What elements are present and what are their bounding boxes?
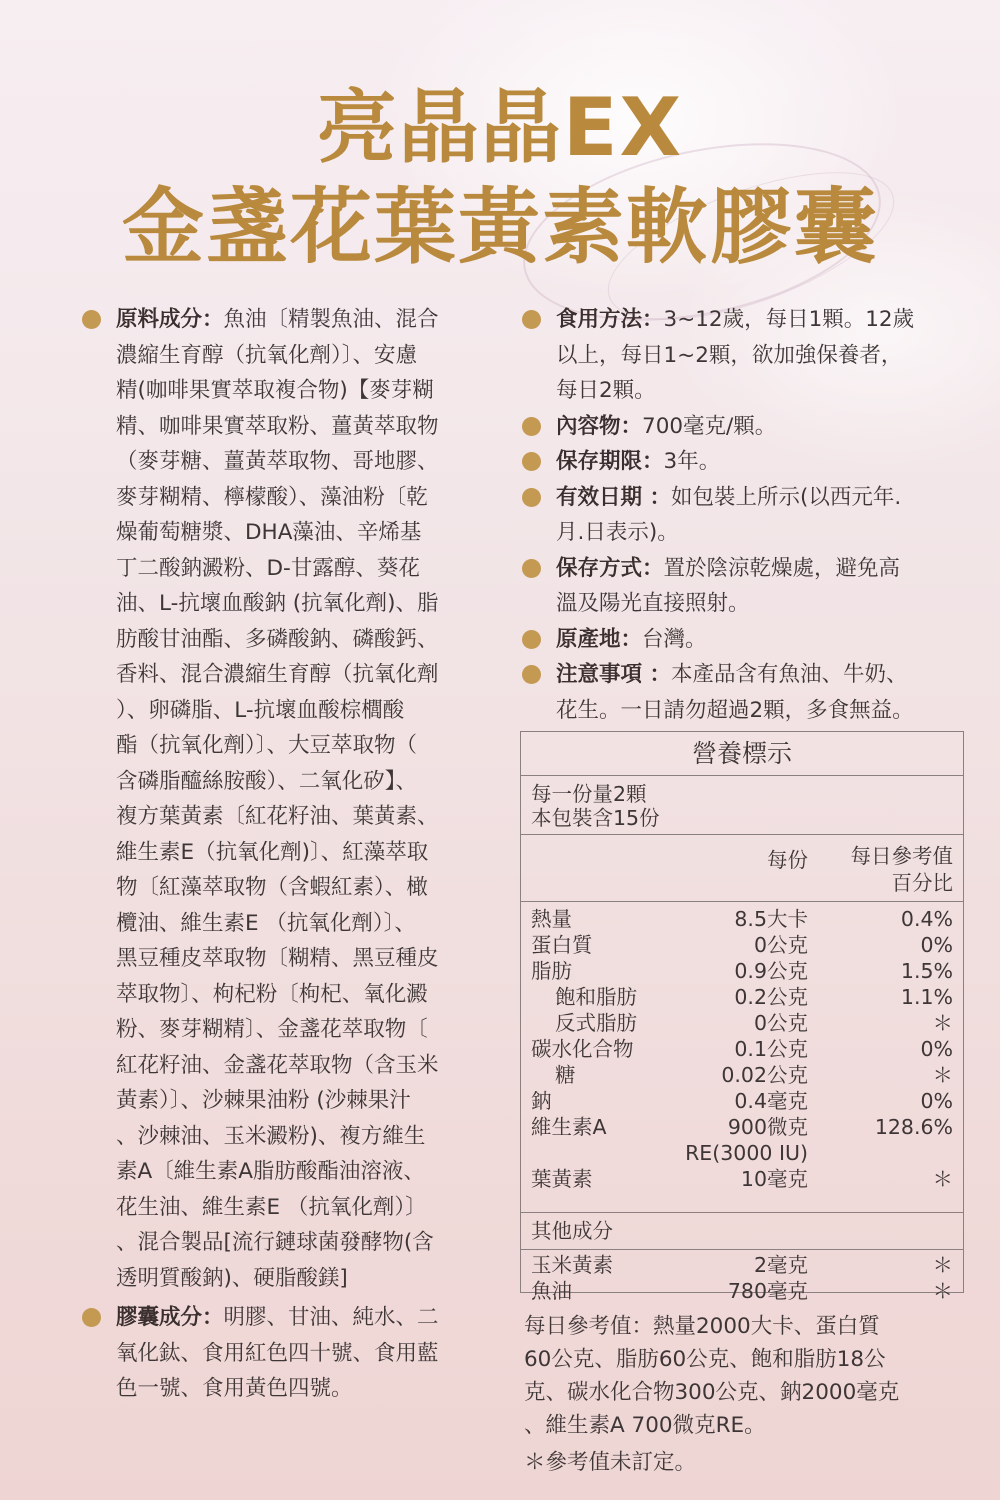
- bullet-icon: [522, 310, 541, 329]
- ingredient-line: [116, 1083, 502, 1119]
- daily-value-footnote: [524, 1310, 974, 1479]
- nutrition-row: [521, 1114, 963, 1140]
- ingredient-line: [116, 622, 502, 658]
- col-per-serving: 每份: [767, 848, 808, 872]
- info-line: [556, 302, 970, 338]
- nutrient-daily-pct: 128.6%: [874, 1115, 953, 1139]
- ingredient-line: [116, 1225, 502, 1261]
- ingredient-text: 物〔紅藻萃取物（含蝦紅素）、橄: [116, 875, 428, 900]
- nutrient-name: 碳水化合物: [531, 1037, 634, 1061]
- ingredient-text: 素A〔維生素A脂肪酸酯油溶液、: [116, 1159, 425, 1184]
- ingredient-text: 紅花籽油、金盞花萃取物（含玉米: [116, 1052, 439, 1078]
- info-item: [522, 409, 970, 445]
- info-item: [522, 622, 970, 658]
- nutrition-row: [521, 932, 963, 958]
- bullet-icon: [522, 630, 541, 649]
- nutrient-name: 鈉: [531, 1089, 552, 1113]
- nutrient-daily-pct: ＊: [932, 1253, 953, 1277]
- info-text: 每日2顆。: [556, 378, 656, 403]
- nutrition-row: [521, 1036, 963, 1062]
- nutrient-daily-pct: 1.1%: [900, 985, 953, 1009]
- ingredient-text: 色一號、食用黃色四號。: [116, 1376, 353, 1401]
- col-daily-value-line2: 百分比: [891, 871, 953, 895]
- ingredient-text: ）、卵磷脂、L-抗壞血酸棕櫚酸: [116, 697, 405, 723]
- info-line: [556, 622, 970, 658]
- ingredient-line: [116, 515, 502, 551]
- ingredient-item: [82, 302, 502, 1296]
- serving-info: [521, 776, 963, 835]
- info-text: 置於陰涼乾燥處，避免高: [663, 555, 901, 581]
- nutrition-table-title: 營養標示: [521, 732, 963, 776]
- col-daily-value-line1: 每日參考值: [850, 844, 953, 868]
- ingredient-text: 花生油、維生素E （抗氧化劑）〕: [116, 1194, 427, 1220]
- nutrient-daily-pct: ＊: [932, 1279, 953, 1303]
- nutrient-amount: RE(3000 IU): [685, 1141, 808, 1165]
- ingredient-line: [116, 1048, 502, 1084]
- nutrient-amount: 0.2公克: [734, 985, 808, 1009]
- nutrient-amount: 2毫克: [753, 1253, 808, 1277]
- ingredient-text: 粉、麥芽糊精〕、金盞花萃取物〔: [116, 1017, 428, 1042]
- nutrition-row: [521, 984, 963, 1010]
- ingredient-text: 維生素E（抗氧化劑)〕、紅藻萃取: [116, 839, 429, 865]
- ingredient-text: 透明質酸鈉)、硬脂酸鎂]: [116, 1265, 348, 1291]
- nutrient-name: 脂肪: [531, 959, 572, 983]
- ingredient-text: 、沙棘油、玉米澱粉)、複方維生: [116, 1123, 426, 1149]
- nutrient-daily-pct: 0.4%: [900, 907, 953, 931]
- nutrient-name: 玉米黃素: [531, 1253, 613, 1277]
- footnote-line: 克、碳水化合物300公克、鈉2000毫克: [524, 1380, 900, 1405]
- nutrient-amount: 0公克: [753, 1011, 808, 1035]
- nutrient-amount: 0公克: [753, 933, 808, 957]
- nutrition-table-header: [521, 835, 963, 902]
- info-line: [556, 586, 970, 622]
- ingredient-line: [116, 941, 502, 977]
- ingredient-line: [116, 906, 502, 942]
- info-line: [556, 444, 970, 480]
- ingredient-text: 麥芽糊精、檸檬酸）、藻油粉〔乾: [116, 484, 428, 510]
- ingredient-line: [116, 373, 502, 409]
- bullet-icon: [522, 665, 541, 684]
- info-item: [522, 444, 970, 480]
- ingredient-line: [116, 1300, 502, 1336]
- ingredient-text: 精(咖啡果實萃取複合物)【麥芽糊: [116, 378, 434, 403]
- nutrient-name: 飽和脂肪: [555, 985, 637, 1009]
- ingredient-line: [116, 728, 502, 764]
- info-text: 月.日表示)。: [556, 520, 679, 545]
- ingredient-text: 欖油、維生素E （抗氧化劑）〕、: [116, 910, 416, 936]
- bullet-icon: [522, 452, 541, 471]
- ingredient-text: 燥葡萄糖漿、DHA藻油、辛烯基: [116, 520, 422, 545]
- info-line: [556, 409, 970, 445]
- info-text: 3~12歲，每日1顆。12歲: [663, 307, 915, 332]
- info-line: [556, 480, 970, 516]
- nutrient-name: 蛋白質: [531, 933, 593, 957]
- nutrient-name: 維生素A: [531, 1115, 607, 1139]
- ingredient-line: [116, 693, 502, 729]
- ingredient-line: [116, 1154, 502, 1190]
- ingredient-line: [116, 799, 502, 835]
- info-item: [522, 480, 970, 551]
- nutrient-amount: 0.1公克: [734, 1037, 808, 1061]
- nutrient-amount: 10毫克: [740, 1167, 808, 1191]
- info-line: [556, 338, 970, 374]
- ingredient-text: 魚油〔精製魚油、混合: [223, 307, 439, 332]
- info-text: 如包裝上所示(以西元年.: [671, 484, 902, 510]
- ingredient-line: [116, 977, 502, 1013]
- info-text: 3年。: [663, 449, 721, 474]
- ingredient-text: 丁二酸鈉澱粉、D-甘露醇、葵花: [116, 555, 420, 581]
- servings-per-package: 本包裝含15份: [531, 806, 660, 830]
- ingredients-column: [82, 302, 502, 1407]
- asterisk-note: ＊參考值未訂定。: [524, 1450, 697, 1475]
- nutrient-name: 熱量: [531, 907, 572, 931]
- nutrition-row: [521, 1166, 963, 1192]
- info-text: 台灣。: [642, 626, 707, 652]
- ingredient-line: [116, 1119, 502, 1155]
- bullet-icon: [82, 310, 101, 329]
- ingredient-text: 酯（抗氧化劑）〕、大豆萃取物（: [116, 733, 418, 758]
- ingredient-text: 香料、混合濃縮生育醇（抗氧化劑: [116, 662, 439, 687]
- info-item: [522, 657, 970, 728]
- nutrient-amount: 0.4毫克: [734, 1089, 808, 1113]
- ingredient-text: 黑豆種皮萃取物〔糊精、黑豆種皮: [116, 946, 439, 971]
- info-label: 保存方式：: [556, 555, 664, 581]
- ingredient-text: 明膠、甘油、純水、二: [223, 1305, 439, 1330]
- info-line: [556, 551, 970, 587]
- ingredient-line: [116, 1012, 502, 1048]
- nutrition-rows: [521, 902, 963, 1213]
- ingredient-line: [116, 409, 502, 445]
- nutrition-row: [521, 1062, 963, 1088]
- ingredient-line: [116, 1261, 502, 1297]
- ingredient-label: 原料成分：: [116, 307, 224, 332]
- ingredient-line: [116, 480, 502, 516]
- ingredient-line: [116, 657, 502, 693]
- nutrient-daily-pct: ＊: [932, 1011, 953, 1035]
- nutrient-amount: 0.02公克: [721, 1063, 808, 1087]
- info-item: [522, 551, 970, 622]
- info-text: 花生。一日請勿超過2顆，多食無益。: [556, 697, 914, 723]
- ingredient-text: 含磷脂醯絲胺酸）、二氧化矽】、: [116, 768, 418, 794]
- ingredient-line: [116, 586, 502, 622]
- nutrition-row: [521, 1278, 963, 1304]
- ingredient-line: [116, 444, 502, 480]
- ingredient-line: [116, 1190, 502, 1226]
- info-label: 注意事項 ：: [556, 662, 671, 687]
- ingredient-text: 、混合製品[流行鏈球菌發酵物(含: [116, 1230, 434, 1255]
- usage-info-column: [522, 302, 970, 728]
- nutrient-amount: 900微克: [727, 1115, 808, 1139]
- nutrition-row: [521, 906, 963, 932]
- ingredient-text: 複方葉黃素〔紅花籽油、葉黃素、: [116, 804, 439, 829]
- ingredient-text: 黃素）〕、沙棘果油粉 (沙棘果汁: [116, 1088, 411, 1113]
- nutrient-daily-pct: ＊: [932, 1063, 953, 1087]
- info-label: 食用方法：: [556, 307, 664, 332]
- ingredient-line: [116, 338, 502, 374]
- ingredient-text: 油、L-抗壞血酸鈉 (抗氧化劑)、脂: [116, 591, 439, 616]
- serving-size: 每一份量2顆: [531, 782, 647, 806]
- info-line: [556, 373, 970, 409]
- nutrition-row: [521, 958, 963, 984]
- nutrient-amount: 780毫克: [727, 1279, 808, 1303]
- bullet-icon: [522, 417, 541, 436]
- footnote-line: 60公克、脂肪60公克、飽和脂肪18公: [524, 1347, 886, 1372]
- nutrient-daily-pct: ＊: [932, 1167, 953, 1191]
- nutrient-name: 糖: [555, 1063, 576, 1087]
- nutrient-name: 魚油: [531, 1279, 572, 1303]
- info-text: 本產品含有魚油、牛奶、: [671, 662, 908, 687]
- ingredient-text: 氧化鈦、食用紅色四十號、食用藍: [116, 1340, 439, 1366]
- ingredient-text: 萃取物〕、枸杞粉〔枸杞、氧化澱: [116, 981, 428, 1007]
- ingredient-line: [116, 1371, 502, 1407]
- nutrient-amount: 0.9公克: [734, 959, 808, 983]
- product-title-line2: 金盞花葉黃素軟膠囊: [121, 180, 878, 275]
- product-title-line1: 亮晶晶EX: [316, 81, 684, 174]
- ingredient-text: 肪酸甘油酯、多磷酸鈉、磷酸鈣、: [116, 626, 439, 652]
- nutrient-name: 葉黃素: [531, 1167, 593, 1191]
- ingredient-text: 精、咖啡果實萃取粉、薑黃萃取物: [116, 413, 439, 439]
- ingredient-line: [116, 302, 502, 338]
- nutrient-daily-pct: 0%: [920, 933, 953, 957]
- col-daily-value: [851, 843, 954, 897]
- ingredient-line: [116, 835, 502, 871]
- footnote-line: 每日參考值：熱量2000大卡、蛋白質: [524, 1314, 880, 1339]
- info-text: 700毫克/顆。: [642, 413, 777, 439]
- info-line: [556, 693, 970, 729]
- nutrient-daily-pct: 0%: [920, 1089, 953, 1113]
- info-item: [522, 302, 970, 409]
- ingredient-line: [116, 764, 502, 800]
- bullet-icon: [522, 559, 541, 578]
- info-text: 以上，每日1~2顆，欲加強保養者，: [556, 342, 903, 368]
- nutrition-row: [521, 1140, 963, 1166]
- ingredient-line: [116, 870, 502, 906]
- bullet-icon: [82, 1308, 101, 1327]
- nutrition-facts-table: [520, 731, 964, 1303]
- footnote-line: 、維生素A 700微克RE。: [524, 1413, 766, 1438]
- nutrient-daily-pct: 1.5%: [900, 959, 953, 983]
- nutrient-amount: 8.5大卡: [734, 907, 808, 931]
- info-text: 溫及陽光直接照射。: [556, 591, 750, 616]
- nutrient-name: 反式脂肪: [555, 1011, 637, 1035]
- ingredient-label: 膠囊成分：: [116, 1305, 224, 1330]
- ingredient-item: [82, 1300, 502, 1407]
- bullet-icon: [522, 488, 541, 507]
- info-line: [556, 515, 970, 551]
- ingredient-line: [116, 551, 502, 587]
- info-label: 原產地：: [556, 626, 643, 652]
- other-ingredients-rows: [521, 1250, 963, 1303]
- info-label: 有效日期 ：: [556, 484, 671, 510]
- nutrient-daily-pct: 0%: [920, 1037, 953, 1061]
- info-label: 內容物：: [556, 413, 643, 439]
- ingredient-text: （麥芽糖、薑黃萃取物、哥地膠、: [116, 449, 439, 474]
- ingredient-line: [116, 1336, 502, 1372]
- nutrition-row: [521, 1088, 963, 1114]
- info-label: 保存期限：: [556, 449, 664, 474]
- other-ingredients-title: 其他成分: [521, 1213, 963, 1250]
- ingredient-text: 濃縮生育醇（抗氧化劑）〕、安慮: [116, 342, 418, 368]
- nutrition-row: [521, 1010, 963, 1036]
- nutrition-row: [521, 1252, 963, 1278]
- info-line: [556, 657, 970, 693]
